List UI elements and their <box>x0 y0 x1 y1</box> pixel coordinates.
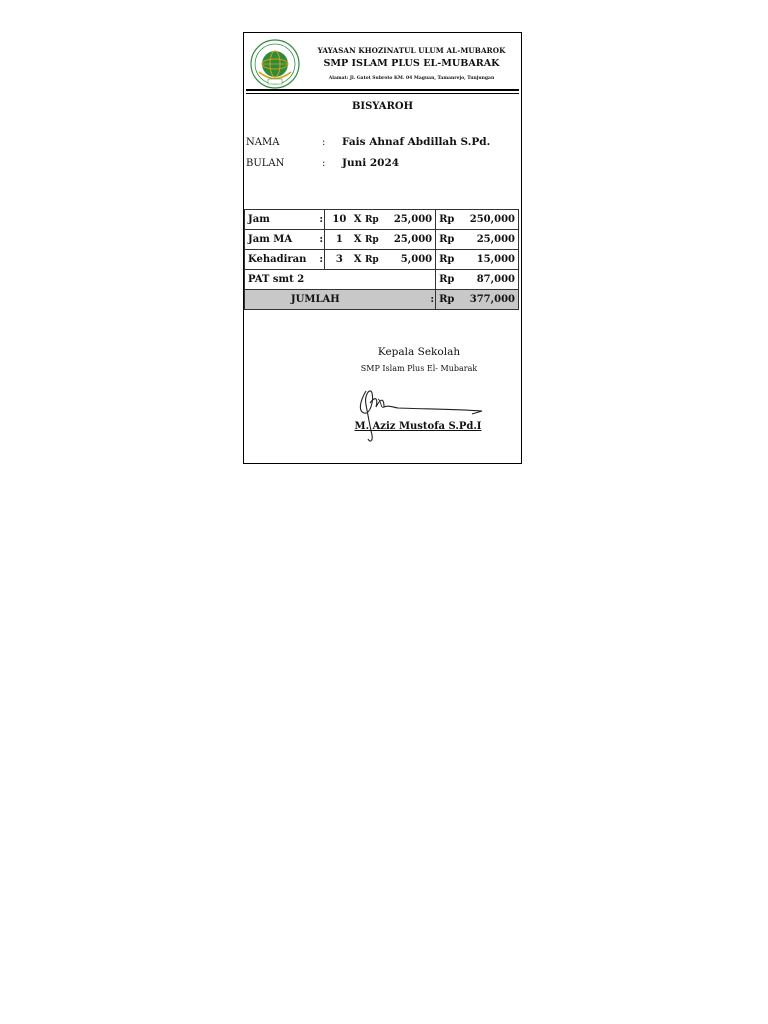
table-row <box>245 210 519 230</box>
handwritten-signature <box>354 385 484 445</box>
row-label: PAT smt 2 <box>245 270 436 290</box>
row-total-currency: Rp <box>436 270 460 290</box>
table-row <box>245 250 519 270</box>
row-x: X <box>353 210 362 230</box>
nama-label: NAMA <box>246 137 280 148</box>
table-row-total <box>245 290 519 310</box>
row-rate-currency: Rp <box>362 230 386 250</box>
bulan-value: Juni 2024 <box>342 157 400 169</box>
row-total-currency: Rp <box>436 210 460 230</box>
nama-colon: : <box>322 137 326 148</box>
row-x: X <box>353 250 362 270</box>
bulan-label: BULAN <box>246 158 285 169</box>
row-total: 15,000 <box>460 250 519 270</box>
payment-table <box>244 209 519 310</box>
row-qty: 3 <box>325 250 354 270</box>
bulan-colon: : <box>322 158 326 169</box>
row-total: 25,000 <box>460 230 519 250</box>
total-amount: 377,000 <box>460 290 519 310</box>
document-title: BISYAROH <box>351 101 414 112</box>
row-total: 250,000 <box>460 210 519 230</box>
total-colon: : <box>386 290 436 310</box>
row-rate: 5,000 <box>386 250 436 270</box>
table-row-pat <box>245 270 519 290</box>
header-divider-thick <box>246 89 519 91</box>
row-x: X <box>353 230 362 250</box>
row-qty: 1 <box>325 230 354 250</box>
row-rate-currency: Rp <box>362 210 386 230</box>
salary-slip <box>243 32 522 464</box>
nama-value: Fais Ahnaf Abdillah S.Pd. <box>342 136 491 148</box>
row-total-currency: Rp <box>436 250 460 270</box>
total-label: JUMLAH <box>245 290 386 310</box>
row-label: Jam <box>245 210 319 230</box>
row-label: Jam MA <box>245 230 319 250</box>
table-row <box>245 230 519 250</box>
row-colon: : <box>318 250 325 270</box>
row-qty: 10 <box>325 210 354 230</box>
school-address: Alamat: Jl. Gatot Subroto KM. 04 Maguan, Tamanrejo, Tunjungan <box>328 76 495 81</box>
foundation-name: YAYASAN KHOZINATUL ULUM AL-MUBAROK <box>317 46 506 55</box>
header-divider-thin <box>246 93 519 94</box>
school-logo <box>250 39 300 89</box>
signatory-title: Kepala Sekolah <box>377 346 461 358</box>
row-label: Kehadiran <box>245 250 319 270</box>
total-currency: Rp <box>436 290 460 310</box>
row-total: 87,000 <box>460 270 519 290</box>
signatory-school: SMP Islam Plus El- Mubarak <box>360 364 478 373</box>
signatory-name: M. Aziz Mustofa S.Pd.I <box>354 421 482 432</box>
row-rate: 25,000 <box>386 230 436 250</box>
school-name: SMP ISLAM PLUS EL-MUBARAK <box>323 58 500 69</box>
row-colon: : <box>318 210 325 230</box>
row-rate-currency: Rp <box>362 250 386 270</box>
row-rate: 25,000 <box>386 210 436 230</box>
row-total-currency: Rp <box>436 230 460 250</box>
row-colon: : <box>318 230 325 250</box>
